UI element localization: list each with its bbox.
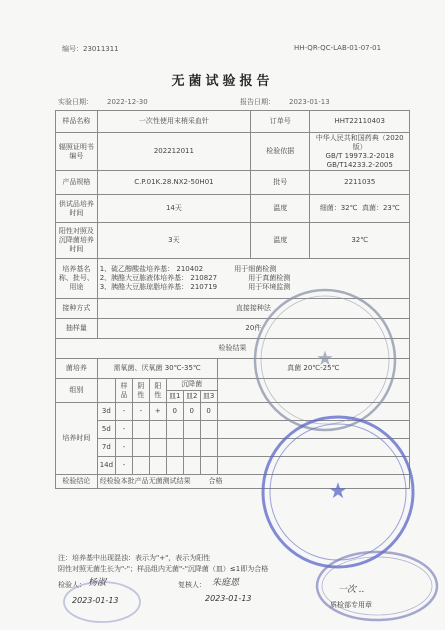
- report-table: [55, 110, 410, 489]
- row-method: [56, 299, 410, 319]
- day: 3d: [97, 403, 115, 421]
- temp-fungi: 真菌：23℃: [361, 204, 400, 212]
- temp-label: 温度: [251, 195, 310, 223]
- cell-dish2: 0: [183, 403, 200, 421]
- cell-sample: -: [116, 439, 133, 457]
- temp-label: 温度: [251, 223, 310, 259]
- sample-name: 一次性使用末梢采血针: [97, 111, 250, 133]
- note-2: 阴性对照无菌生长为"-"；样品组内无菌"-"沉降菌（皿）≤1即为合格: [58, 565, 269, 573]
- reviewer-date: 2023-01-13: [205, 594, 252, 603]
- spec-label: 产品规格: [56, 171, 98, 195]
- basis: [310, 133, 410, 171]
- order-number: HHT22110403: [310, 111, 410, 133]
- day: 7d: [97, 439, 115, 457]
- row-results-header: [56, 339, 410, 359]
- culture-label: 菌培养: [56, 359, 98, 379]
- report-number: 编号：23011311: [62, 45, 119, 53]
- basis-line: GB/T 19973.2-2018: [325, 151, 394, 160]
- day: 5d: [97, 421, 115, 439]
- result-row: [56, 403, 410, 421]
- culture-fungi: 真菌 20℃-25℃: [217, 359, 409, 379]
- form-code: HH-QR-QC-LAB-01-07-01: [294, 44, 382, 52]
- sample-col: 样品: [116, 379, 133, 403]
- batch: 2211035: [310, 171, 410, 195]
- culture-time: 14天: [97, 195, 250, 223]
- method-label: 接种方式: [56, 299, 98, 319]
- row-sample-name: [56, 111, 410, 133]
- qa-label: 质检部专用章: [330, 601, 372, 609]
- conclusion-label: 检验结论: [56, 475, 98, 489]
- report-date-value: 2023-01-13: [289, 98, 330, 106]
- group-label: 组别: [56, 379, 98, 403]
- basis-label: 检验依据: [251, 133, 310, 171]
- settle-col: 沉降菌: [166, 379, 217, 391]
- row-conclusion: [56, 475, 410, 489]
- conclusion: 经检验本批产品无菌测试结果 合格: [97, 475, 409, 489]
- spec: C.P.01K.28.NX2-50H01: [97, 171, 250, 195]
- amount: 20件: [97, 319, 409, 339]
- dish-3: 皿3: [200, 391, 217, 403]
- inspector-date: 2023-01-13: [72, 596, 119, 605]
- basis-line: 中华人民共和国药典（2020版）: [315, 133, 404, 151]
- report-date-label: 报告日期：: [240, 98, 275, 106]
- cell-dish1: 0: [166, 403, 183, 421]
- inspector-label: 检验人：: [58, 581, 86, 589]
- media-item: 3、胰酪大豆胨琼脂培养基： 210719 用于环境监测: [99, 283, 291, 291]
- result-row: [56, 457, 410, 475]
- row-culture: [56, 359, 410, 379]
- results-header: 检验结果: [56, 339, 410, 359]
- positive-temp: 32℃: [310, 223, 410, 259]
- inspector-signature: 杨淑: [88, 578, 107, 588]
- media-list: [97, 259, 409, 299]
- cell-neg: -: [132, 403, 149, 421]
- test-date-label: 实验日期：: [58, 98, 93, 106]
- test-date-value: 2022-12-30: [107, 98, 148, 106]
- culture-aerobic: 需氧菌、厌氧菌 30℃-35℃: [97, 359, 217, 379]
- cell-dish3: 0: [200, 403, 217, 421]
- row-sterilization: [56, 133, 410, 171]
- media-label: 培养基名称、批号、用途: [56, 259, 98, 299]
- test-date: [58, 97, 148, 107]
- result-row: [56, 421, 410, 439]
- amount-label: 抽样量: [56, 319, 98, 339]
- culture-temp: [310, 195, 410, 223]
- svg-text:★: ★: [328, 479, 348, 504]
- time-label: 培养时间: [56, 403, 98, 475]
- culture-time-label: 供试品培养时间: [56, 195, 98, 223]
- page-title: 无菌试验报告: [171, 74, 274, 89]
- neg-col: 阴性: [132, 379, 149, 403]
- row-spec: [56, 171, 410, 195]
- positive-label: 阳性对照及沉降菌培养时间: [56, 223, 98, 259]
- cell-sample: -: [116, 421, 133, 439]
- report-date: [240, 97, 330, 107]
- lab-stamp: [315, 548, 440, 623]
- basis-line: GB/T14233.2-2005: [326, 160, 393, 169]
- cell-sample: -: [116, 457, 133, 475]
- dish-2: 皿2: [183, 391, 200, 403]
- approval-signature: 一次 ..: [338, 585, 365, 595]
- row-culture-time: [56, 195, 410, 223]
- media-item: 2、胰酪大豆胨液体培养基： 210827 用于真菌检测: [99, 274, 291, 282]
- sterilization-label: 辐照证明书编号: [56, 133, 98, 171]
- result-row: [56, 439, 410, 457]
- row-media: [56, 259, 410, 299]
- cell-sample: -: [116, 403, 133, 421]
- method: 直接接种法: [97, 299, 409, 319]
- row-positive-control: [56, 223, 410, 259]
- batch-label: 批号: [251, 171, 310, 195]
- note-1: 注：培养基中出现混浊：表示为"+"，表示为阳性: [58, 554, 211, 562]
- svg-text:★: ★: [316, 346, 334, 370]
- dish-1: 皿1: [166, 391, 183, 403]
- reviewer-label: 复核人：: [178, 581, 206, 589]
- row-subheader: [56, 379, 410, 391]
- row-amount: [56, 319, 410, 339]
- reviewer-signature: 朱庭恩: [212, 578, 240, 588]
- order-label: 订单号: [251, 111, 310, 133]
- sample-name-label: 样品名称: [56, 111, 98, 133]
- day: 14d: [97, 457, 115, 475]
- pos-col: 阳性: [149, 379, 166, 403]
- cell-pos: +: [149, 403, 166, 421]
- temp-bacteria: 细菌：32℃: [319, 204, 358, 212]
- positive-time: 3天: [97, 223, 250, 259]
- sterilization-number: 202212011: [97, 133, 250, 171]
- media-item: 1、硫乙醇酸盐培养基： 210402 用于细菌检测: [99, 265, 277, 273]
